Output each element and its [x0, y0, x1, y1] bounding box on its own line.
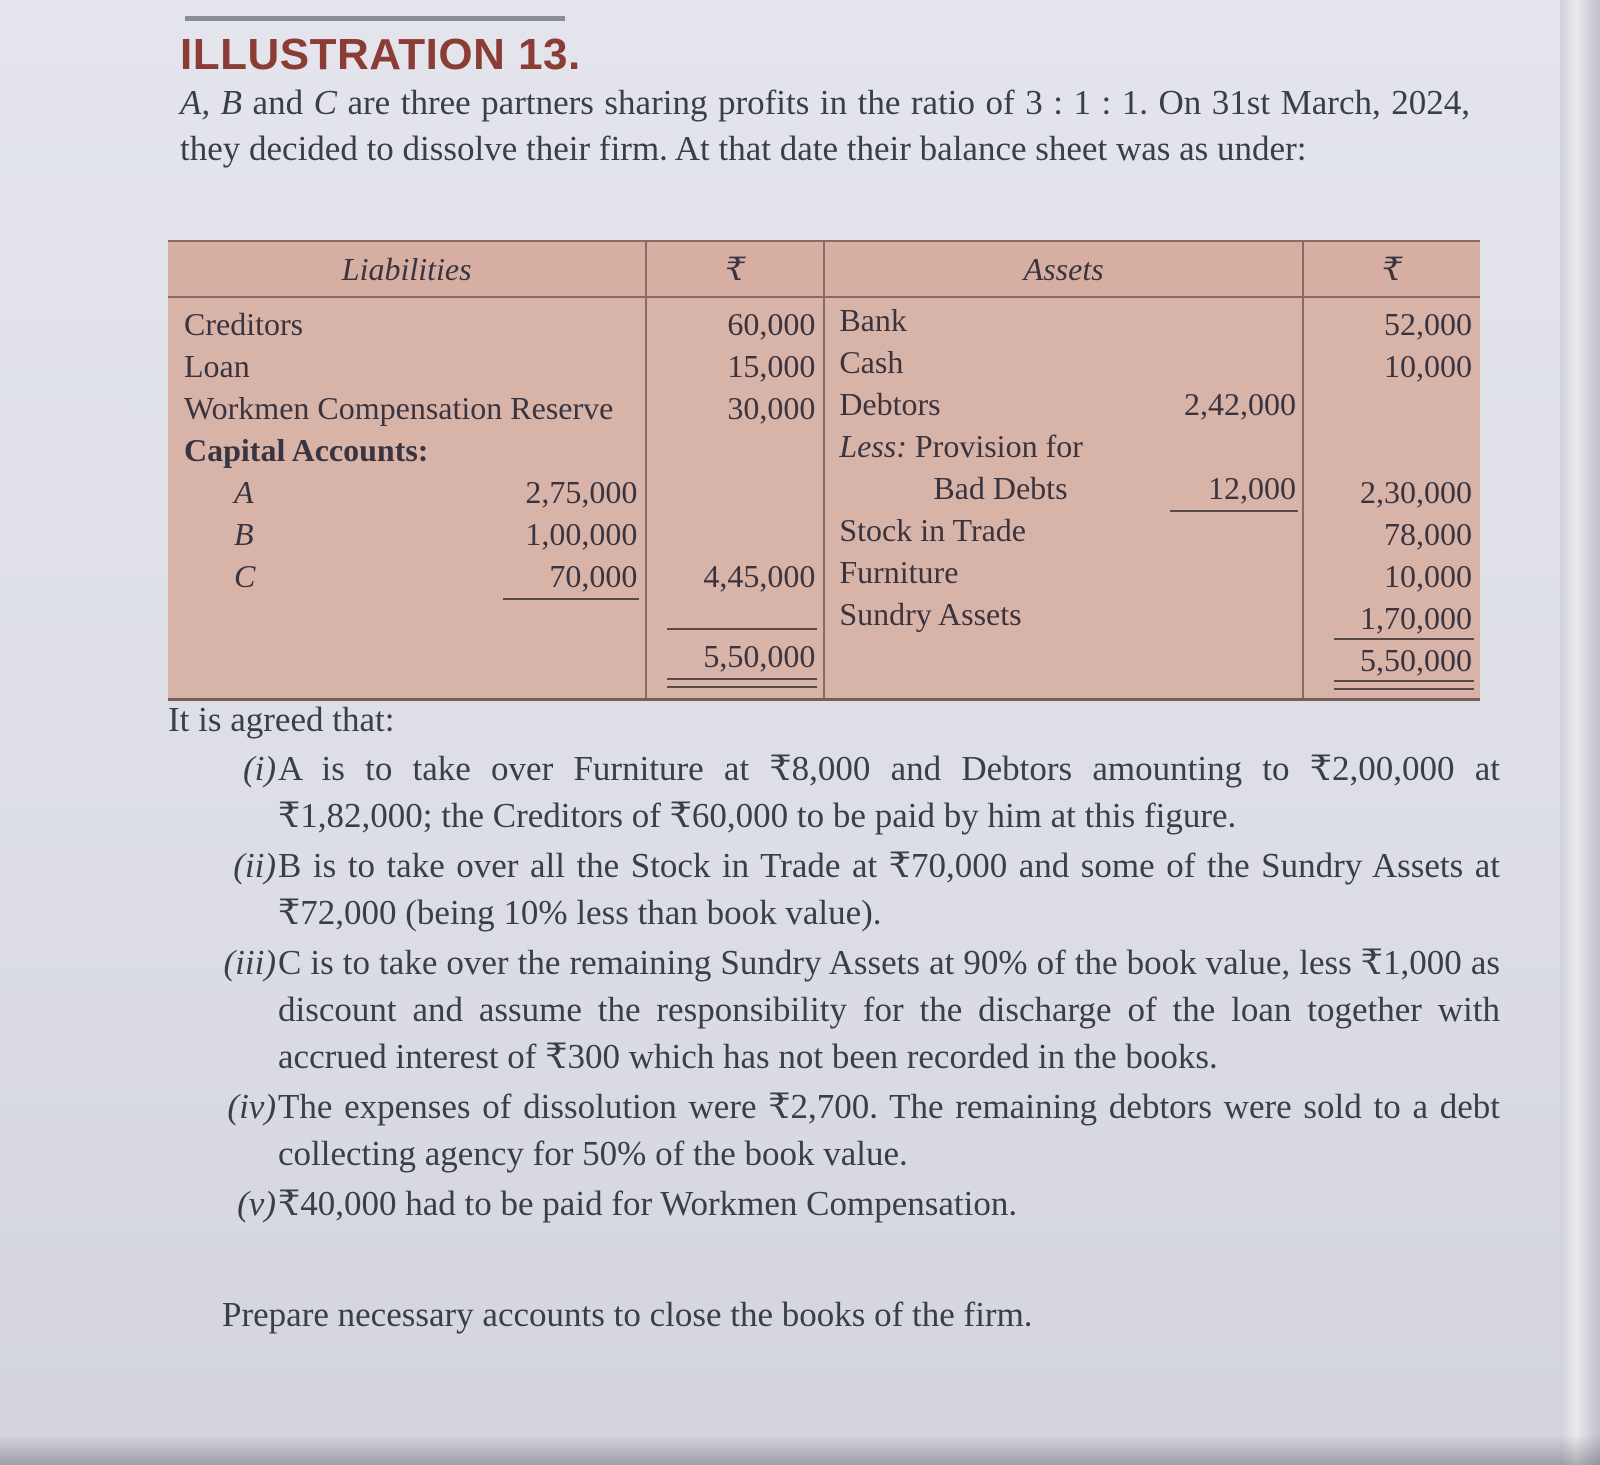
bottom-shadow — [0, 1435, 1600, 1465]
intro-partner-c: C — [313, 83, 337, 122]
intro-partners-ab: A, B — [180, 83, 243, 122]
asset-bank: Bank — [839, 302, 907, 338]
illustration-heading: ILLUSTRATION 13. — [180, 30, 581, 79]
asset-amt-bank: 52,000 — [1384, 306, 1472, 342]
liab-creditors: Creditors — [184, 306, 304, 342]
liab-total-rule — [667, 628, 817, 630]
top-rule — [185, 16, 565, 21]
condition-text: ₹40,000 had to be paid for Workmen Compensation. — [278, 1184, 1018, 1223]
condition-text: B is to take over all the Stock in Trade at ₹70,000 and some of the Sundry Assets at ₹72,000 (being 10% less than book value). — [278, 846, 1500, 932]
asset-amt-cash: 10,000 — [1384, 348, 1472, 384]
liabilities-cell — [168, 297, 646, 700]
balance-sheet-table — [168, 240, 1480, 701]
closing-instruction: Prepare necessary accounts to close the books of the firm. — [222, 1295, 1033, 1334]
liab-total-double-rule — [667, 678, 817, 688]
condition-text: The expenses of dissolution were ₹2,700. The remaining debtors were sold to a debt collecting agency for 50% of the book value. — [278, 1087, 1500, 1173]
agreed-heading: It is agreed that: — [168, 700, 395, 739]
condition-item — [200, 745, 1500, 839]
condition-text: C is to take over the remaining Sundry Assets at 90% of the book value, less ₹1,000 as discount and assume the responsibility for the discharge of the loan together with accrued interest of ₹300 which has not been recorded in the books. — [278, 943, 1500, 1076]
condition-marker: (ii) — [233, 846, 276, 885]
liab-partner-b: B — [234, 516, 254, 552]
header-rupee-right: ₹ — [1303, 241, 1480, 297]
header-assets: Assets — [824, 241, 1303, 297]
intro-and: and — [242, 83, 314, 122]
asset-debtors: Debtors — [839, 386, 941, 422]
liab-amt-wcr: 30,000 — [727, 390, 816, 426]
balance-sheet-body-row — [168, 297, 1480, 700]
liab-amt-capital-total: 4,45,000 — [703, 558, 816, 594]
condition-item — [200, 842, 1500, 936]
asset-amt-stock: 78,000 — [1384, 516, 1472, 552]
asset-sundry: Sundry Assets — [839, 596, 1022, 632]
provision-underline — [1170, 510, 1298, 512]
balance-sheet-header-row — [168, 241, 1480, 297]
asset-total-double-rule — [1334, 680, 1474, 690]
asset-provision-line — [839, 428, 1083, 465]
asset-amt-sundry: 1,70,000 — [1360, 600, 1472, 636]
condition-marker: (iv) — [227, 1087, 276, 1126]
asset-amt-debtors-net: 2,30,000 — [1360, 474, 1472, 510]
intro-paragraph — [180, 80, 1470, 172]
page-edge — [1560, 0, 1600, 1465]
asset-provision-amount: 12,000 — [1208, 470, 1297, 506]
liab-partner-b-amount: 1,00,000 — [525, 516, 638, 552]
assets-amount-cell — [1303, 297, 1480, 700]
intro-rest: are three partners sharing profits in the ratio of 3 : 1 : 1. On 31st March, 2024, they decided to dissolve their firm. At that date their balance sheet was as under: — [180, 83, 1470, 168]
condition-marker: (iii) — [223, 943, 276, 982]
asset-provision-label: Provision for — [906, 428, 1083, 464]
conditions-list — [200, 745, 1500, 1230]
asset-total-rule — [1334, 638, 1474, 640]
liab-wcr: Workmen Compensation Reserve — [184, 390, 614, 426]
liab-amt-total: 5,50,000 — [703, 638, 816, 674]
asset-furniture: Furniture — [839, 554, 959, 590]
capital-underline — [503, 598, 639, 600]
condition-marker: (i) — [242, 749, 276, 788]
liabilities-amount-cell — [646, 297, 824, 700]
liab-amt-loan: 15,000 — [727, 348, 816, 384]
asset-less-label: Less: — [839, 428, 907, 464]
asset-cash: Cash — [839, 344, 904, 380]
assets-cell — [824, 297, 1303, 700]
header-liabilities: Liabilities — [168, 241, 646, 297]
liab-loan: Loan — [184, 348, 250, 384]
condition-item — [200, 1180, 1500, 1227]
condition-item — [200, 1083, 1500, 1177]
condition-item — [200, 939, 1500, 1080]
liab-partner-a-amount: 2,75,000 — [525, 474, 638, 510]
liab-amt-creditors: 60,000 — [727, 306, 816, 342]
liab-partner-c-amount: 70,000 — [549, 558, 638, 594]
asset-debtors-amount: 2,42,000 — [1184, 386, 1297, 422]
asset-amt-furniture: 10,000 — [1384, 558, 1472, 594]
condition-text: A is to take over Furniture at ₹8,000 and Debtors amounting to ₹2,00,000 at ₹1,82,000; the Creditors of ₹60,000 to be paid by him at this figure. — [278, 749, 1500, 835]
asset-amt-total: 5,50,000 — [1360, 642, 1472, 678]
liab-partner-c: C — [234, 558, 256, 594]
asset-bad-debts: Bad Debts — [933, 470, 1068, 506]
asset-stock: Stock in Trade — [839, 512, 1026, 548]
condition-marker: (v) — [237, 1184, 276, 1223]
liab-partner-a: A — [234, 474, 254, 510]
liab-capital-heading: Capital Accounts: — [184, 432, 429, 468]
header-rupee-left: ₹ — [646, 241, 824, 297]
